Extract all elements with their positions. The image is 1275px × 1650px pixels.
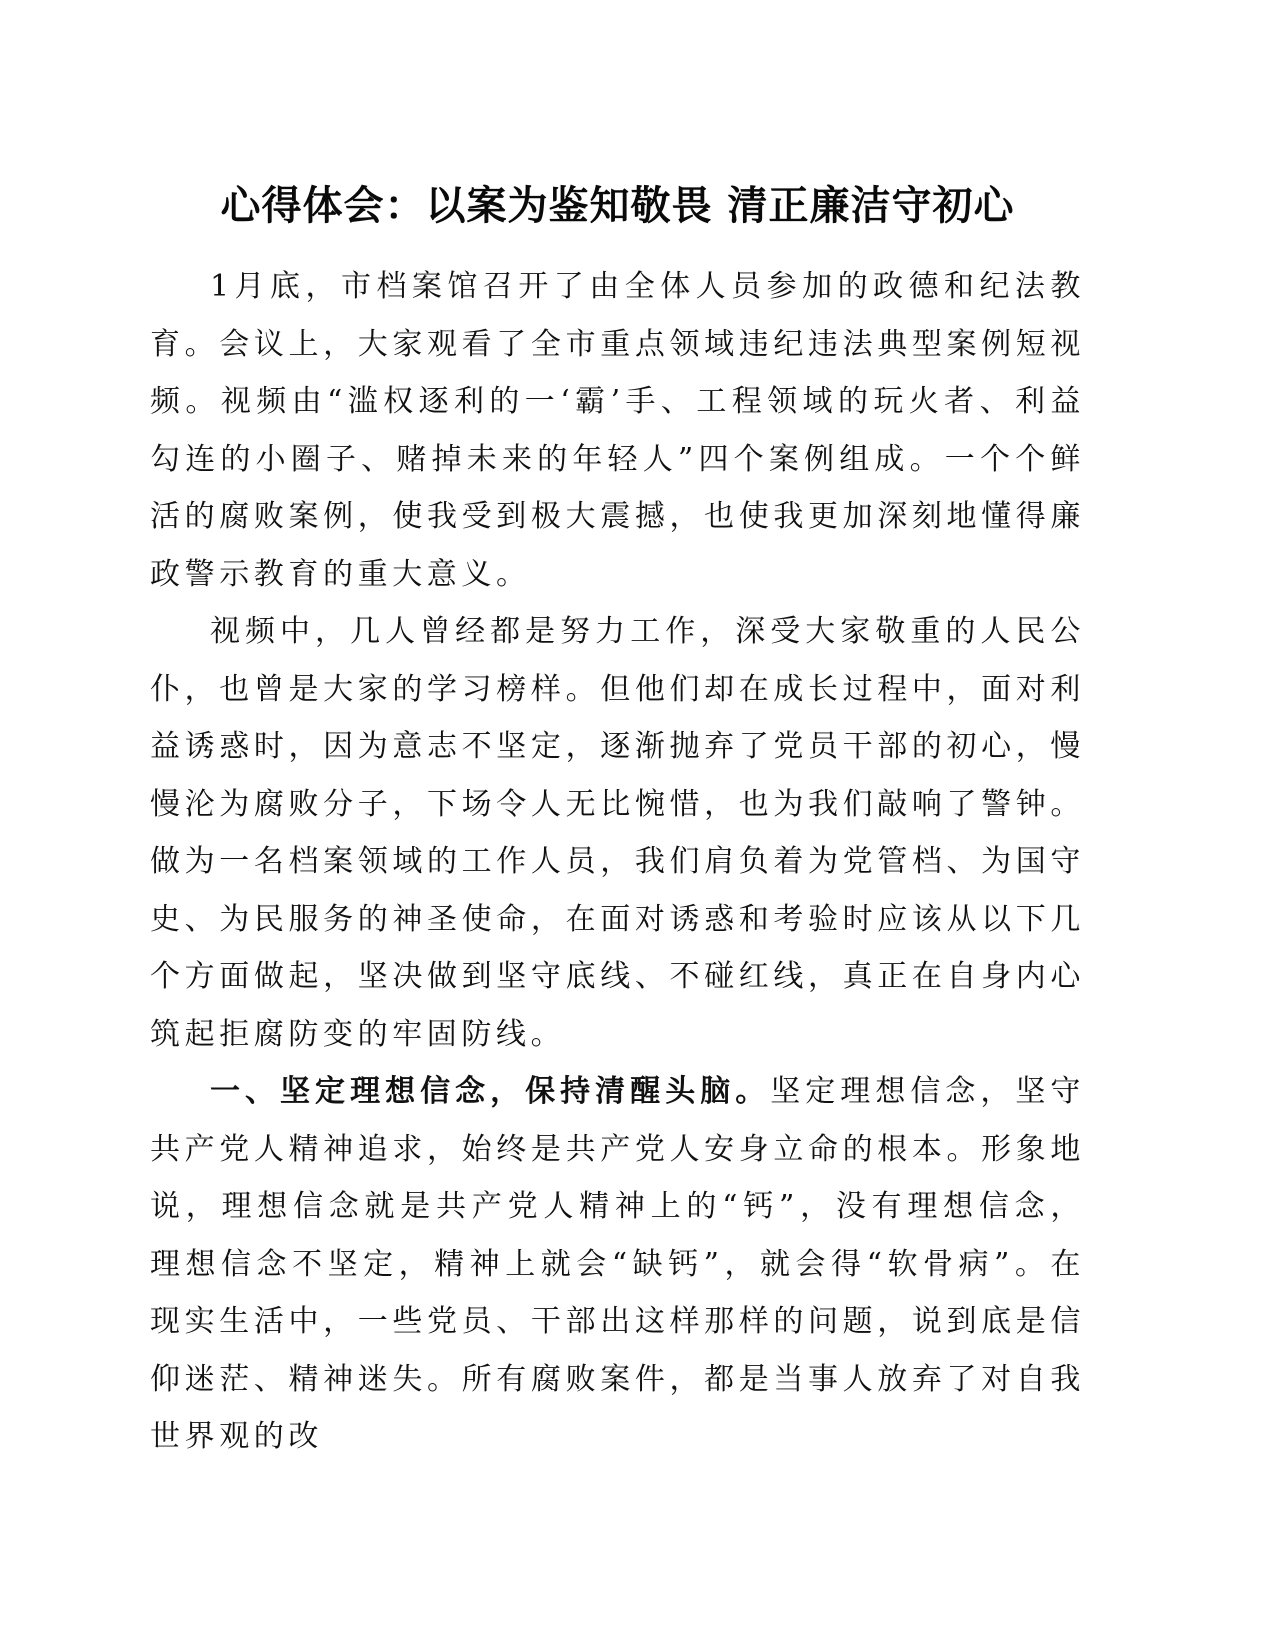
- paragraph-section-one: [150, 1063, 1085, 1466]
- document-body: [150, 258, 1085, 1466]
- document-title: 心得体会：以案为鉴知敬畏 清正廉洁守初心: [220, 183, 1015, 229]
- paragraph-intro: [150, 258, 1085, 603]
- paragraph-text: 坚定理想信念，坚守共产党人精神追求，始终是共产党人安身立命的根本。形象地说，理想信念就是共产党人精神上的“钙”，没有理想信念，理想信念不坚定，精神上就会“缺钙”，就会得“软骨病”。在现实生活中，一些党员、干部出这样那样的问题，说到底是信仰迷茫、精神迷失。所有腐败案件，都是当事人放弃了对自我世界观的改: [150, 1074, 1085, 1454]
- paragraph-text: 1月底，市档案馆召开了由全体人员参加的政德和纪法教育。会议上，大家观看了全市重点领域违纪违法典型案例短视频。视频由“滥权逐利的一‘霸’手、工程领域的玩火者、利益勾连的小圈子、赌掉未来的年轻人”四个案例组成。一个个鲜活的腐败案例，使我受到极大震撼，也使我更加深刻地懂得廉政警示教育的重大意义。: [150, 269, 1085, 592]
- paragraph-video-reflection: [150, 603, 1085, 1063]
- paragraph-text: 视频中，几人曾经都是努力工作，深受大家敬重的人民公仆，也曾是大家的学习榜样。但他们却在成长过程中，面对利益诱惑时，因为意志不坚定，逐渐抛弃了党员干部的初心，慢慢沦为腐败分子，下场令人无比惋惜，也为我们敲响了警钟。做为一名档案领域的工作人员，我们肩负着为党管档、为国守史、为民服务的神圣使命，在面对诱惑和考验时应该从以下几个方面做起，坚决做到坚守底线、不碰红线，真正在自身内心筑起拒腐防变的牢固防线。: [150, 614, 1085, 1052]
- section-heading: 一、坚定理想信念，保持清醒头脑。: [210, 1074, 771, 1109]
